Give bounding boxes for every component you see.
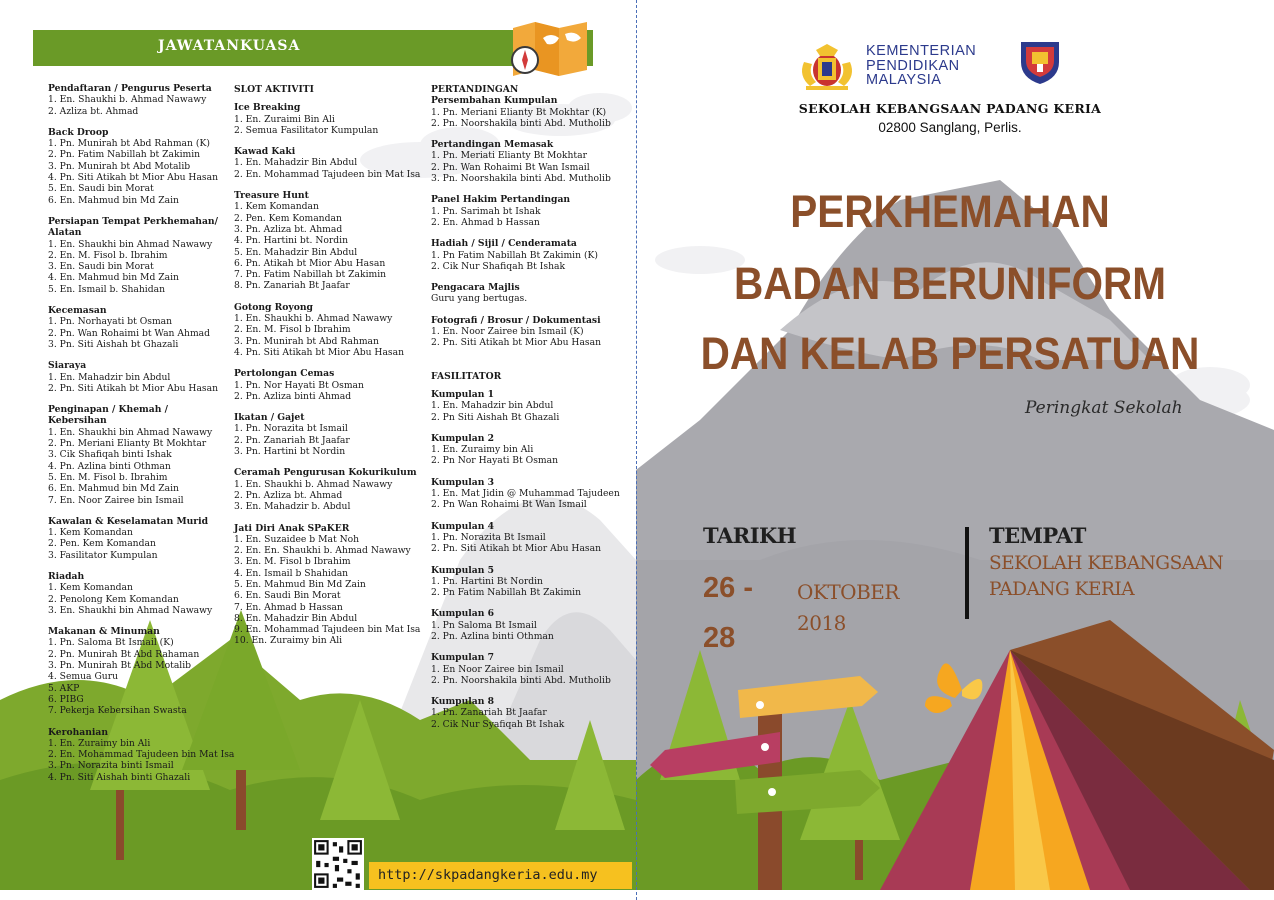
section-title: Kawalan & Keselamatan Murid: [48, 515, 209, 527]
committee-section: [431, 433, 631, 467]
section-title: Pertandingan Memasak: [431, 139, 554, 151]
member-item: 7. Pn. Fatim Nabillah bt Zakimin: [234, 269, 387, 281]
committee-section: [48, 127, 228, 206]
member-item: 6. PIBG: [48, 693, 84, 705]
member-item: 1. Pn. Sarimah bt Ishak: [431, 205, 541, 217]
school-name: SEKOLAH KEBANGSAAN PADANG KERIA: [798, 101, 1102, 116]
member-item: 2. Pn. Meriani Elianty Bt Mokhtar: [48, 438, 207, 450]
member-item: 8. En. Mahadzir Bin Abdul: [234, 612, 358, 624]
date-end: 28: [703, 622, 736, 654]
committee-section: [431, 139, 631, 184]
committee-column-3: [431, 84, 631, 740]
member-item: 6. En. Mahmud bin Md Zain: [48, 194, 179, 206]
fold-line: [636, 0, 637, 900]
section-heading: SLOT AKTIVITI: [234, 84, 314, 95]
date-label: TARIKH: [703, 523, 797, 548]
member-item: 1. En. Shaukhi b. Ahmad Nawawy: [234, 478, 393, 490]
member-item: 7. En. Ahmad b Hassan: [234, 601, 343, 613]
member-item: 3. En. Shaukhi bin Ahmad Nawawy: [48, 604, 213, 616]
member-item: 4. En. Mahmud bin Md Zain: [48, 272, 179, 284]
member-item: 2. Penolong Kem Komandan: [48, 593, 179, 605]
member-item: 1. Pn. Norazita bt Ismail: [234, 423, 348, 435]
member-item: 2. Pn Fatim Nabillah Bt Zakimin: [431, 587, 582, 599]
section-title: Makanan & Minuman: [48, 626, 160, 638]
member-item: 5. En. Saudi bin Morat: [48, 183, 154, 195]
place-label: TEMPAT: [989, 523, 1086, 548]
event-title-line-1: PERKHEMAHAN: [790, 186, 1110, 237]
committee-section: [431, 389, 631, 423]
section-title: Back Droop: [48, 126, 109, 138]
member-item: 5. En. Ismail b. Shahidan: [48, 283, 166, 295]
member-item: 2. Pen. Kem Komandan: [48, 538, 156, 550]
member-item: 1. Kem Komandan: [48, 582, 133, 594]
member-item: 2. Pn. Noorshakila binti Abd. Mutholib: [431, 674, 611, 686]
member-item: 2. En. M. Fisol b. Ibrahim: [48, 249, 168, 261]
member-item: 4. Pn. Siti Atikah bt Mior Abu Hasan: [234, 346, 405, 358]
section-title: Ice Breaking: [234, 102, 301, 114]
committee-section: [234, 190, 434, 292]
member-item: 2. Pn. Wan Rohaimi Bt Wan Ismail: [431, 161, 590, 173]
member-item: 2. Pn. Fatim Nabillah bt Zakimin: [48, 149, 201, 161]
member-item: 4. Pn. Siti Aishah binti Ghazali: [48, 771, 191, 783]
member-item: 1. Pn. Zanariah Bt Jaafar: [431, 707, 547, 719]
member-item: 1. Pn. Norhayati bt Osman: [48, 316, 173, 328]
place-line-2: PADANG KERIA: [989, 579, 1135, 600]
member-item: 2. Pn. Azliza binti Ahmad: [234, 390, 352, 402]
member-item: 3. Pn. Siti Aishah bt Ghazali: [48, 338, 179, 350]
ministry-line-3: MALAYSIA: [866, 72, 942, 88]
section-title: Pendaftaran / Pengurus Peserta: [48, 83, 212, 94]
member-item: 2. Pn. Noorshakila binti Abd. Mutholib: [431, 117, 611, 129]
member-item: 4. Pn. Siti Atikah bt Mior Abu Hasan: [48, 172, 219, 184]
member-item: 1. En. Shaukhi bin Ahmad Nawawy: [48, 426, 213, 438]
date-place-divider: [965, 527, 969, 619]
section-title: Kumpulan 6: [431, 608, 495, 620]
member-item: Guru yang bertugas.: [431, 293, 528, 305]
event-title-line-3: DAN KELAB PERSATUAN: [700, 328, 1200, 379]
section-title: Treasure Hunt: [234, 190, 309, 202]
member-item: 1. Pn. Munirah bt Abd Rahman (K): [48, 138, 210, 150]
member-item: 3. Pn. Munirah Bt Abd Motalib: [48, 660, 192, 672]
member-item: 4. Semua Guru: [48, 671, 119, 683]
member-item: 1. Pn. Meriati Elianty Bt Mokhtar: [431, 150, 587, 162]
committee-section: [48, 571, 228, 616]
member-item: 2. En. Mohammad Tajudeen bin Mat Isa: [234, 168, 421, 180]
member-item: 2. Pn. Azliza bt. Ahmad: [234, 489, 343, 501]
member-item: 2. Pn. Siti Atikah bt Mior Abu Hasan: [48, 382, 219, 394]
committee-section: [48, 305, 228, 350]
member-item: 1. En. Zuraimy bin Ali: [48, 737, 151, 749]
place-value: [989, 551, 1223, 603]
section-title: Persembahan Kumpulan: [431, 95, 558, 107]
member-item: 2. Pn. Siti Atikah bt Mior Abu Hasan: [431, 543, 602, 555]
member-item: 1. En. Mahadzir bin Abdul: [431, 400, 554, 412]
member-item: 1. Pn. Saloma Bt Ismail (K): [48, 637, 174, 649]
date-month: OKTOBER: [797, 580, 899, 604]
member-item: 5. En. Mahmud Bin Md Zain: [234, 578, 366, 590]
ministry-line-2: PENDIDIKAN: [866, 57, 960, 74]
section-title: Penginapan / Khemah / Kebersihan: [48, 404, 168, 427]
ministry-name: [866, 44, 976, 88]
member-item: 2. En. Mohammad Tajudeen bin Mat Isa: [48, 749, 235, 761]
member-item: 2. En. M. Fisol b Ibrahim: [234, 324, 351, 336]
member-item: 1. Pn. Nor Hayati Bt Osman: [234, 379, 364, 391]
committee-section: [431, 696, 631, 730]
section-title: Jati Diri Anak SPaKER: [234, 522, 350, 534]
member-item: 3. Pn. Hartini bt Nordin: [234, 446, 346, 458]
member-item: 1. Pn. Meriani Elianty Bt Mokhtar (K): [431, 106, 607, 118]
member-item: 1. Pn. Hartini Bt Nordin: [431, 575, 543, 587]
member-item: 2. Semua Fasilitator Kumpulan: [234, 124, 379, 136]
section-title: Persiapan Tempat Perkhemahan/: [48, 215, 218, 227]
event-title-line-2: BADAN BERUNIFORM: [734, 258, 1166, 309]
member-item: 1. En. Mat Jidin @ Muhammad Tajudeen: [431, 488, 620, 500]
committee-section: [48, 626, 228, 716]
section-title: Kumpulan 8: [431, 696, 495, 708]
member-item: 1. En. Mahadzir bin Abdul: [48, 371, 171, 383]
member-item: 2. Pn Nor Hayati Bt Osman: [431, 455, 559, 467]
website-link[interactable]: http://skpadangkeria.edu.my: [378, 867, 598, 883]
committee-section: [431, 652, 631, 686]
member-item: 4. Pn. Hartini bt. Nordin: [234, 235, 349, 247]
section-heading: PERTANDINGAN: [431, 84, 519, 95]
section-title: Pengacara Majlis: [431, 282, 520, 294]
member-item: 3. Pn. Norazita binti Ismail: [48, 760, 174, 772]
event-subtitle: Peringkat Sekolah: [1025, 398, 1183, 418]
section-title: Pertolongan Cemas: [234, 368, 335, 380]
member-item: 3. En. M. Fisol b Ibrahim: [234, 556, 351, 568]
committee-section: [431, 238, 631, 272]
member-item: 1. Kem Komandan: [234, 201, 319, 213]
committee-section: [431, 282, 631, 305]
section-title: Gotong Royong: [234, 301, 313, 313]
member-item: 3. Fasilitator Kumpulan: [48, 549, 158, 561]
member-item: 7. En. Noor Zairee bin Ismail: [48, 494, 184, 506]
committee-section: [431, 477, 631, 511]
committee-section: [234, 368, 434, 402]
member-item: 3. En. Saudi bin Morat: [48, 261, 154, 273]
member-item: 1. En. Suzaidee b Mat Noh: [234, 533, 360, 545]
member-item: 6. En. Saudi Bin Morat: [234, 590, 341, 602]
committee-section: [431, 521, 631, 555]
committee-section: [48, 360, 228, 394]
section-title: Kawad Kaki: [234, 146, 296, 158]
member-item: 2. Cik Nur Shafiqah Bt Ishak: [431, 260, 566, 272]
member-item: 6. Pn. Atikah bt Mior Abu Hasan: [234, 257, 386, 269]
member-item: 2. En. En. Shaukhi b. Ahmad Nawawy: [234, 545, 411, 557]
member-item: 6. En. Mahmud bin Md Zain: [48, 483, 179, 495]
member-item: 3. Pn. Munirah bt Abd Motalib: [48, 160, 191, 172]
committee-section: [431, 608, 631, 642]
section-title: Ceramah Pengurusan Kokurikulum: [234, 467, 417, 479]
committee-section: [431, 194, 631, 228]
section-title: Fotografi / Brosur / Dokumentasi: [431, 314, 601, 326]
member-item: 1. En. Noor Zairee bin Ismail (K): [431, 326, 584, 338]
committee-header-title: JAWATANKUASA: [158, 38, 301, 54]
member-item: 4. Pn. Azlina binti Othman: [48, 460, 171, 472]
committee-section: [234, 146, 434, 180]
member-item: 2. Pn Wan Rohaimi Bt Wan Ismail: [431, 499, 587, 511]
committee-column-1: [48, 83, 235, 793]
committee-section: [431, 315, 631, 349]
committee-section: [431, 565, 631, 599]
member-item: 1. En. Zuraimi Bin Ali: [234, 113, 335, 125]
member-item: 1. Pn Fatim Nabillah Bt Zakimin (K): [431, 249, 598, 261]
section-title: Kumpulan 5: [431, 564, 495, 576]
member-item: 1. Pn Saloma Bt Ismail: [431, 619, 537, 631]
member-item: 4. En. Ismail b Shahidan: [234, 567, 349, 579]
member-item: 1. Kem Komandan: [48, 527, 133, 539]
section-title: Kumpulan 2: [431, 432, 495, 444]
member-item: 1. En. Shaukhi b. Ahmad Nawawy: [48, 94, 207, 106]
member-item: 3. Pn. Munirah bt Abd Rahman: [234, 335, 379, 347]
member-item: 1. En. Mahadzir Bin Abdul: [234, 157, 358, 169]
member-item: 8. Pn. Zanariah Bt Jaafar: [234, 280, 350, 292]
member-item: 3. En. Mahadzir b. Abdul: [234, 501, 351, 513]
member-item: 2. Pn. Munirah Bt Abd Rahaman: [48, 648, 200, 660]
section-title: Siaraya: [48, 360, 87, 372]
committee-section: [234, 523, 434, 647]
section-heading: FASILITATOR: [431, 370, 502, 382]
committee-section: [48, 83, 228, 117]
member-item: 7. Pekerja Kebersihan Swasta: [48, 705, 187, 717]
school-address: 02800 Sanglang, Perlis.: [878, 120, 1022, 135]
member-item: 3. Cik Shafiqah binti Ishak: [48, 449, 172, 461]
committee-section: [48, 404, 228, 506]
section-title: Riadah: [48, 570, 85, 582]
member-item: 5. En. Mahadzir Bin Abdul: [234, 246, 358, 258]
map-compass-icon: [503, 20, 597, 78]
section-title: Panel Hakim Pertandingan: [431, 194, 571, 206]
section-title-continued: Alatan: [48, 227, 82, 239]
section-title: Ikatan / Gajet: [234, 412, 305, 424]
committee-section: [48, 726, 235, 783]
member-item: 5. En. M. Fisol b. Ibrahim: [48, 471, 168, 483]
member-item: 2. Azliza bt. Ahmad: [48, 105, 139, 117]
member-item: 2. Pn. Wan Rohaimi bt Wan Ahmad: [48, 327, 211, 339]
member-item: 1. En. Shaukhi b. Ahmad Nawawy: [234, 313, 393, 325]
ministry-line-1: KEMENTERIAN: [866, 43, 977, 59]
committee-section: [431, 95, 631, 129]
member-item: 3. Pn. Noorshakila binti Abd. Mutholib: [431, 173, 611, 185]
member-item: 5. AKP: [48, 682, 80, 694]
committee-column-2: [234, 84, 434, 657]
member-item: 2. Pn. Siti Atikah bt Mior Abu Hasan: [431, 337, 602, 349]
member-item: 1. En. Shaukhi bin Ahmad Nawawy: [48, 238, 213, 250]
committee-section: [234, 302, 434, 358]
section-title: Kumpulan 1: [431, 388, 495, 400]
committee-section: [48, 516, 228, 561]
section-title: Kerohanian: [48, 726, 109, 738]
member-item: 2. Pn. Azlina binti Othman: [431, 630, 554, 642]
committee-section: [234, 467, 434, 512]
member-item: 3. Pn. Azliza bt. Ahmad: [234, 223, 343, 235]
section-title: Hadiah / Sijil / Cenderamata: [431, 238, 577, 250]
section-title: Kecemasan: [48, 305, 107, 317]
malaysia-coat-of-arms-icon: [796, 42, 858, 92]
date-start: 26 -: [703, 572, 753, 604]
section-title: Kumpulan 3: [431, 476, 495, 488]
place-line-1: SEKOLAH KEBANGSAAN: [989, 553, 1224, 574]
member-item: 1. En Noor Zairee bin Ismail: [431, 663, 564, 675]
member-item: 2. Cik Nur Syafiqah Bt Ishak: [431, 718, 565, 730]
section-title: Kumpulan 4: [431, 520, 495, 532]
member-item: 1. Pn. Norazita Bt Ismail: [431, 531, 546, 543]
qr-code-icon[interactable]: [312, 838, 364, 890]
committee-section: [48, 216, 228, 295]
member-item: 1. En. Zuraimy bin Ali: [431, 444, 534, 456]
member-item: 2. Pn Siti Aishah Bt Ghazali: [431, 411, 560, 423]
member-item: 2. En. Ahmad b Hassan: [431, 216, 540, 228]
date-year: 2018: [797, 611, 846, 635]
committee-section: [234, 102, 434, 136]
school-crest-icon: [1017, 38, 1063, 86]
member-item: 9. En. Mohammad Tajudeen bin Mat Isa: [234, 624, 421, 636]
committee-section: [234, 412, 434, 457]
section-title: Kumpulan 7: [431, 652, 495, 664]
member-item: 2. Pn. Zanariah Bt Jaafar: [234, 434, 350, 446]
member-item: 10. En. Zuraimy bin Ali: [234, 635, 343, 647]
member-item: 2. Pen. Kem Komandan: [234, 212, 342, 224]
